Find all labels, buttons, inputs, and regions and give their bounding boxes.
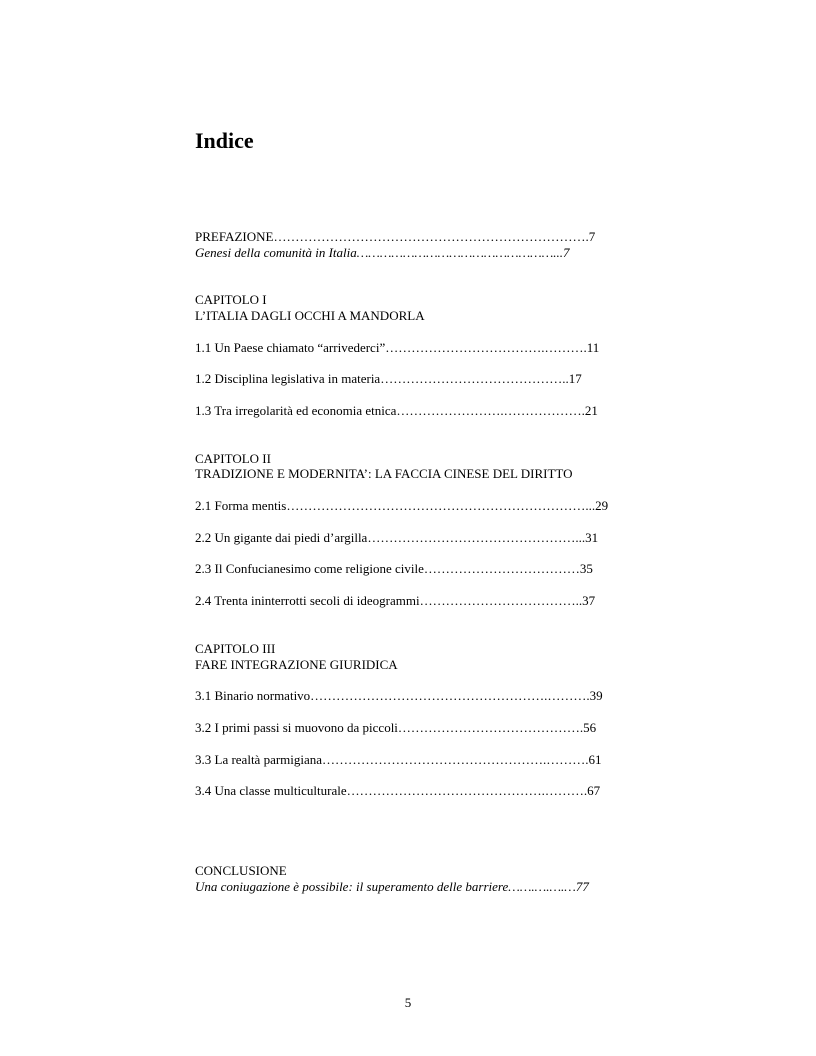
chapter-label: CAPITOLO II [195,451,271,466]
chapter-title: TRADIZIONE E MODERNITA’: LA FACCIA CINESE DEL DIRITTO [195,466,573,481]
toc-entry-prefazione-sub[interactable]: Genesi della comunità in Italia……………………………………………...7 [195,245,570,260]
chapter-label: CAPITOLO III [195,641,276,656]
toc-entry-conclusione[interactable]: CONCLUSIONE [195,863,287,878]
page-number: 5 [404,995,412,1010]
toc-entry-prefazione[interactable]: PREFAZIONE……………………………………………………………….7 [195,229,596,244]
toc-entry[interactable]: 2.1 Forma mentis……………………………………………………………...29 [195,498,609,513]
toc-entry[interactable]: 3.3 La realtà parmigiana…………………………………………….……….61 [195,752,602,767]
toc-entry[interactable]: 1.3 Tra irregolarità ed economia etnica…………………….……………….21 [195,403,598,418]
chapter-label: CAPITOLO I [195,292,267,307]
toc-entry[interactable]: 3.2 I primi passi si muovono da piccoli…………………………………….56 [195,720,597,735]
toc-entry[interactable]: 3.1 Binario normativo……………………………………………….……….39 [195,688,603,703]
toc-entry[interactable]: 2.3 Il Confucianesimo come religione civile………………………………35 [195,561,593,576]
toc-entry[interactable]: 1.1 Un Paese chiamato “arrivederci”……………………………….……….11 [195,340,600,355]
toc-entry[interactable]: 2.2 Un gigante dai piedi d’argilla…………………………………………...31 [195,530,599,545]
toc-entry[interactable]: 3.4 Una classe multiculturale……………………………………….……….67 [195,783,601,798]
page-title: Indice [195,128,254,153]
chapter-title: FARE INTEGRAZIONE GIURIDICA [195,657,398,672]
chapter-title: L’ITALIA DAGLI OCCHI A MANDORLA [195,308,425,323]
toc-entry[interactable]: 2.4 Trenta ininterrotti secoli di ideogrammi………………………………..37 [195,593,596,608]
toc-entry-conclusione-sub[interactable]: Una coniugazione è possibile: il superamento delle barriere…….….….…77 [195,879,589,894]
toc-entry[interactable]: 1.2 Disciplina legislativa in materia……………………………………..17 [195,371,582,386]
